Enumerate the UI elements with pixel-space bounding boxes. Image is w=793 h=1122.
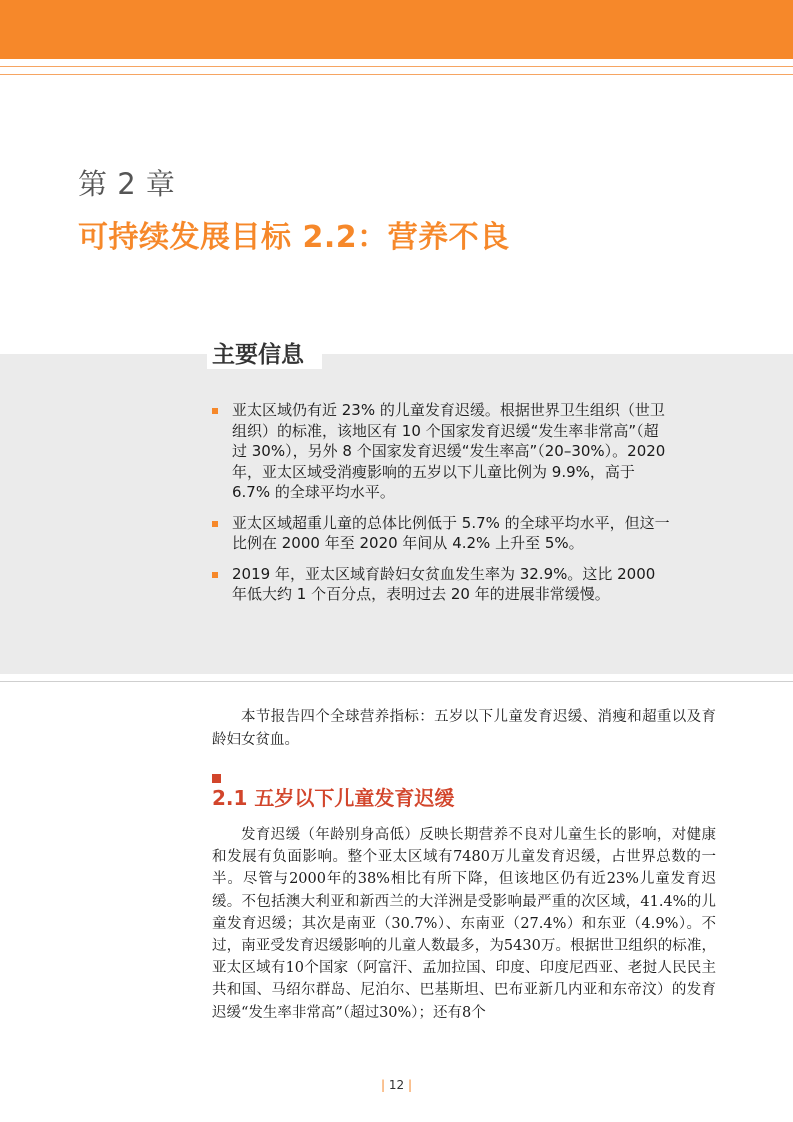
key-message-text: 2019 年，亚太区域育龄妇女贫血发生率为 32.9%。这比 2000 年低大约 1 个百分点，表明过去 20 年的进展非常缓慢。 <box>232 564 656 603</box>
section-heading: 2.1 五岁以下儿童发育迟缓 <box>212 786 455 810</box>
header-band <box>0 0 793 59</box>
key-messages-list <box>212 400 672 615</box>
chapter-title: 可持续发展目标 2.2：营养不良 <box>78 220 510 255</box>
key-message-item <box>212 400 672 503</box>
page-number-bracket: | <box>407 1078 413 1092</box>
key-message-item <box>212 564 672 605</box>
bullet-square-icon <box>212 408 218 414</box>
bullet-square-icon <box>212 572 218 578</box>
page-number-bracket: | <box>380 1078 386 1092</box>
box-divider <box>0 681 793 682</box>
intro-paragraph: 本节报告四个全球营养指标：五岁以下儿童发育迟缓、消瘦和超重以及育龄妇女贫血。 <box>212 709 716 748</box>
key-messages-title: 主要信息 <box>212 342 304 368</box>
bullet-square-icon <box>212 521 218 527</box>
header-divider <box>0 66 793 67</box>
key-message-item <box>212 513 672 554</box>
page-number <box>0 1078 793 1092</box>
header-divider <box>0 74 793 75</box>
key-message-text: 亚太区域仍有近 23% 的儿童发育迟缓。根据世界卫生组织（世卫组织）的标准，该地区有 10 个国家发育迟缓“发生率非常高”（超过 30%），另外 8 个国家发育迟缓“发生率高”（20–30%）。2020 年，亚太区域受消瘦影响的五岁以下儿童比例为 9.9%，高于6.7% 的全球平均水平。 <box>232 401 666 501</box>
section-body-paragraph: 发育迟缓（年龄别身高低）反映长期营养不良对儿童生长的影响，对健康和发展有负面影响。整个亚太区域有7480万儿童发育迟缓，占世界总数的一半。尽管与2000年的38%相比有所下降，但该地区仍有近23%儿童发育迟缓。不包括澳大利亚和新西兰的大洋洲是受影响最严重的次区域，41.4%的儿童发育迟缓；其次是南亚（30.7%）、东南亚（27.4%）和东亚（4.9%）。不过，南亚受发育迟缓影响的儿童人数最多，为5430万。根据世卫组织的标准，亚太区域有10个国家（阿富汗、孟加拉国、印度、印度尼西亚、老挝人民民主共和国、马绍尔群岛、尼泊尔、巴基斯坦、巴布亚新几内亚和东帝汶）的发育迟缓“发生率非常高”（超过30%）；还有8个 <box>212 827 716 1021</box>
key-message-text: 亚太区域超重儿童的总体比例低于 5.7% 的全球平均水平，但这一比例在 2000 年至 2020 年间从 4.2% 上升至 5%。 <box>232 513 670 552</box>
chapter-label: 第 2 章 <box>78 167 176 201</box>
page-number-value: 12 <box>388 1078 405 1092</box>
